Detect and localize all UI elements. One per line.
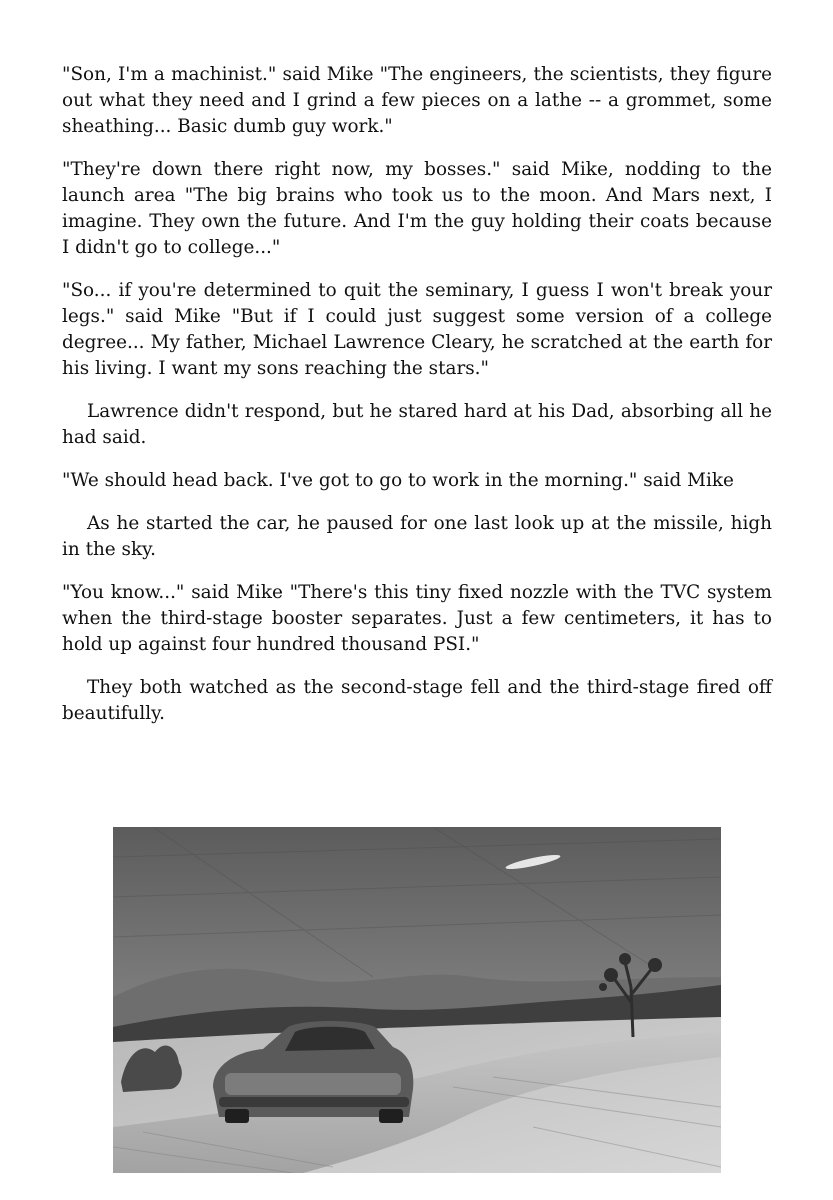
car-left-wheel: [225, 1109, 249, 1123]
car-trunk: [225, 1073, 401, 1095]
paragraph-nozzle: "You know..." said Mike "There's this tiny fixed nozzle with the TVC system when the third-stage booster separates. Just a few centimeters, it has to hold up against four hundred thousand PSI.": [62, 582, 772, 655]
car-right-wheel: [379, 1109, 403, 1123]
paragraph-seminary: "So... if you're determined to quit the seminary, I guess I won't break your legs." said Mike "But if I could just suggest some version of a college degree... My father, Michael Lawrence Cleary, he scratched at the earth for his living. I want my sons reaching the stars.": [62, 280, 772, 379]
pencil-sketch-illustration: [113, 827, 721, 1173]
sketch-svg: [113, 827, 721, 1173]
paragraph-head-back: "We should head back. I've got to go to work in the morning." said Mike: [62, 470, 734, 491]
paragraph-bosses: "They're down there right now, my bosses." said Mike, nodding to the launch area "The big brains who took us to the moon. And Mars next, I imagine. They own the future. And I'm the guy holding their coats because I didn't go to college...": [62, 159, 772, 258]
paragraph-machinist: "Son, I'm a machinist." said Mike "The engineers, the scientists, they figure out what they need and I grind a few pieces on a lathe -- a grommet, some sheathing... Basic dumb guy work.": [62, 64, 772, 137]
car-bumper: [219, 1097, 409, 1107]
paragraph-lawrence: Lawrence didn't respond, but he stared hard at his Dad, absorbing all he had said.: [62, 401, 772, 448]
book-page-text: [62, 62, 772, 744]
paragraph-third-stage: They both watched as the second-stage fell and the third-stage fired off beautifully.: [62, 677, 772, 724]
paragraph-started-car: As he started the car, he paused for one last look up at the missile, high in the sky.: [62, 513, 772, 560]
